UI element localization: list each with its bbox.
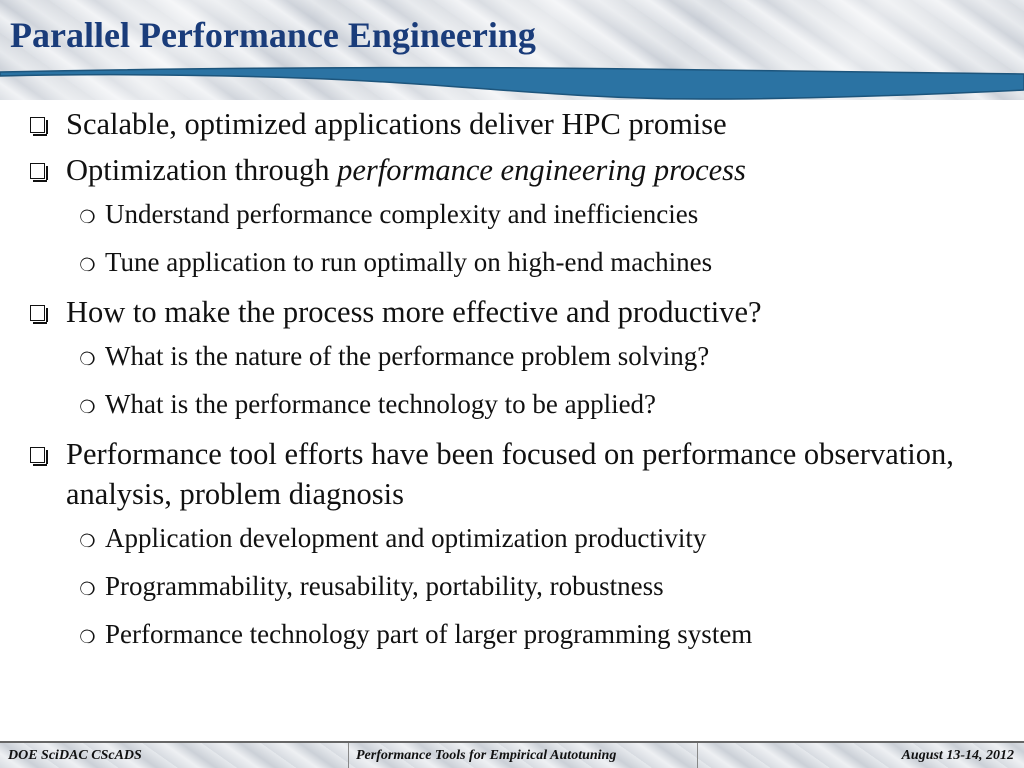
bullet-item <box>26 292 1016 332</box>
footer-divider <box>348 743 349 768</box>
bullet-item <box>26 434 1016 514</box>
sub-bullet-item <box>26 520 1016 557</box>
wave-band <box>0 68 1024 99</box>
sub-bullet-item <box>26 244 1016 281</box>
bullet-text: How to make the process more effective and productive? <box>66 295 762 329</box>
square-bullet-icon <box>30 117 45 133</box>
bullet-text: Application development and optimization productivity <box>105 523 707 553</box>
bullet-text: Performance tool efforts have been focused on performance observation, analysis, problem diagnosis <box>66 437 954 511</box>
footer-right-text: August 13-14, 2012 <box>901 748 1014 763</box>
bullet-text: Understand performance complexity and inefficiencies <box>105 199 699 229</box>
circle-bullet-icon: ❍ <box>79 627 96 647</box>
sub-bullet-item <box>26 386 1016 423</box>
square-bullet-icon <box>30 163 45 179</box>
circle-bullet-icon: ❍ <box>79 397 96 417</box>
bullet-text: Performance technology part of larger programming system <box>105 619 753 649</box>
bullet-item <box>26 104 1016 144</box>
bullet-text: Scalable, optimized applications deliver HPC promise <box>66 107 727 141</box>
sub-bullet-item <box>26 616 1016 653</box>
bullet-text: Programmability, reusability, portability, robustness <box>105 571 664 601</box>
circle-bullet-icon: ❍ <box>79 531 96 551</box>
sub-bullet-item <box>26 196 1016 233</box>
bullet-text: What is the performance technology to be applied? <box>105 389 657 419</box>
circle-bullet-icon: ❍ <box>79 349 96 369</box>
slide-header <box>0 0 1024 100</box>
bullet-text: Optimization through <box>66 153 338 187</box>
bullet-text: Tune application to run optimally on high-end machines <box>105 247 713 277</box>
square-bullet-icon <box>30 447 45 463</box>
sub-bullet-item <box>26 338 1016 375</box>
sub-bullet-item <box>26 568 1016 605</box>
footer-center-text: Performance Tools for Empirical Autotuning <box>356 748 617 763</box>
bullet-emphasis: performance engineering process <box>337 153 746 187</box>
slide-footer <box>0 741 1024 768</box>
square-bullet-icon <box>30 305 45 321</box>
bullet-list <box>26 104 1016 664</box>
bullet-item <box>26 150 1016 190</box>
bullet-text: What is the nature of the performance problem solving? <box>105 341 710 371</box>
footer-divider <box>697 743 698 768</box>
footer-left-text: DOE SciDAC CScADS <box>8 748 142 763</box>
circle-bullet-icon: ❍ <box>79 207 96 227</box>
circle-bullet-icon: ❍ <box>79 579 96 599</box>
circle-bullet-icon: ❍ <box>79 255 96 275</box>
slide-title: Parallel Performance Engineering <box>10 15 536 55</box>
